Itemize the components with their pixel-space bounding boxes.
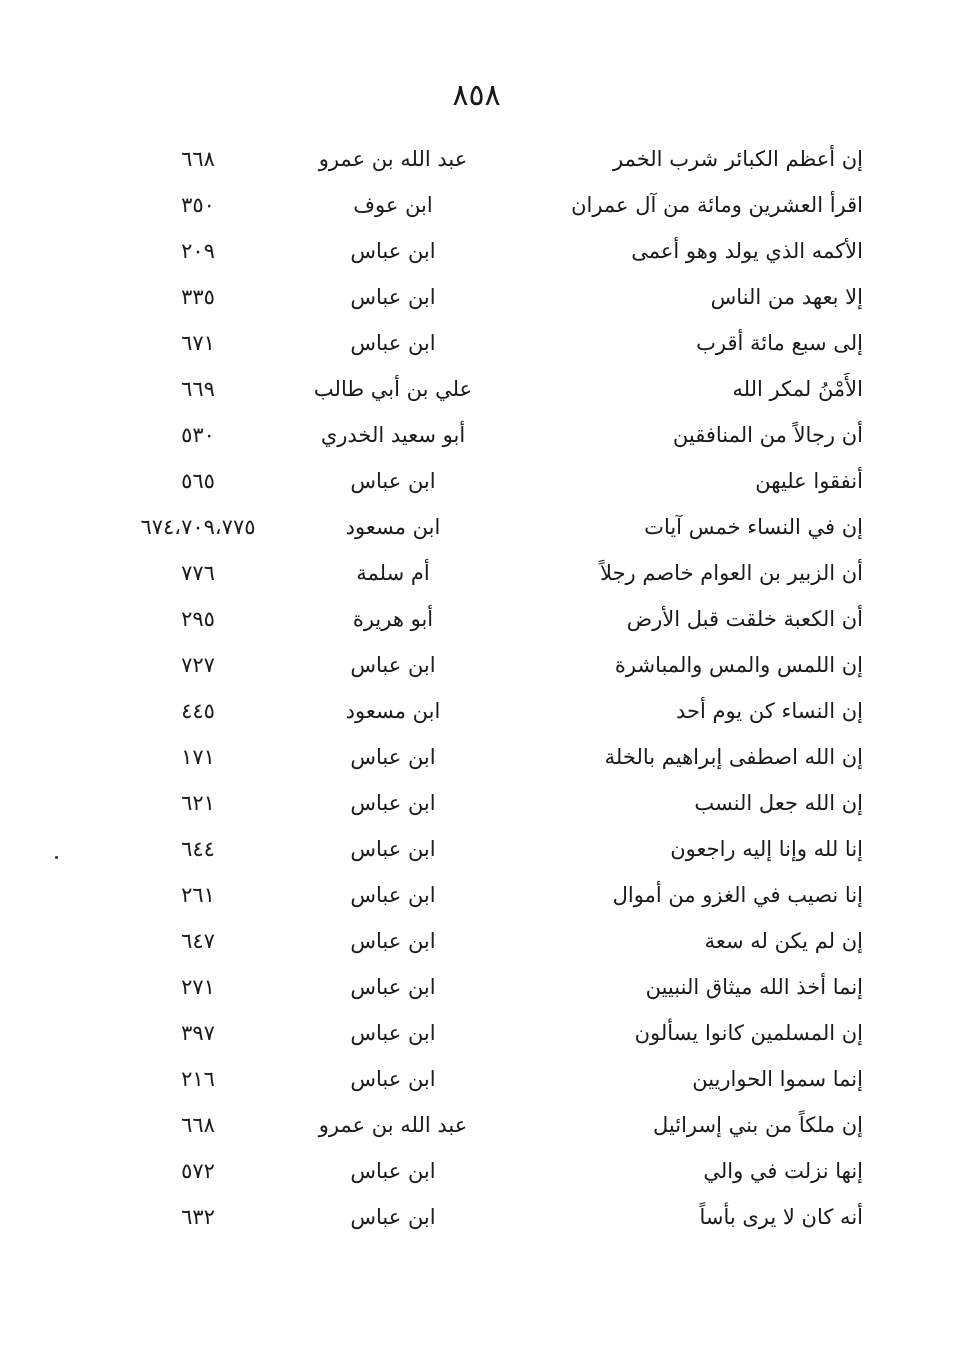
narrator: ابن مسعود [345, 699, 441, 723]
page-reference: ٦٦٨ [181, 147, 215, 171]
index-row [0, 642, 953, 688]
hadith-text: أن رجالاً من المنافقين [672, 423, 863, 447]
narrator: ابن عباس [350, 1159, 436, 1183]
index-row [0, 412, 953, 458]
narrator: علي بن أبي طالب [313, 377, 473, 401]
index-row [0, 872, 953, 918]
narrator: ابن عباس [350, 653, 436, 677]
narrator: ابن عباس [350, 331, 436, 355]
page-reference: ٦٢١ [181, 791, 215, 815]
narrator: ابن عوف [353, 193, 433, 217]
hadith-text: إن ملكاً من بني إسرائيل [652, 1113, 863, 1137]
index-row [0, 550, 953, 596]
index-row [0, 1056, 953, 1102]
narrator: ابن عباس [350, 883, 436, 907]
index-row [0, 826, 953, 872]
index-row [0, 366, 953, 412]
hadith-text: أن الكعبة خلقت قبل الأرض [626, 607, 863, 631]
index-row [0, 504, 953, 550]
page-reference: ٦٦٨ [181, 1113, 215, 1137]
index-row [0, 1194, 953, 1240]
index-row [0, 1148, 953, 1194]
hadith-index-table [0, 136, 953, 1240]
page-reference: ٦٦٩ [181, 377, 215, 401]
narrator: عبد الله بن عمرو [318, 1113, 468, 1137]
index-row [0, 228, 953, 274]
hadith-text: أنه كان لا يرى بأساً [699, 1205, 863, 1229]
hadith-text: إنما سموا الحواريين [692, 1067, 863, 1091]
hadith-text: إن أعظم الكبائر شرب الخمر [613, 147, 863, 171]
index-row [0, 320, 953, 366]
index-row [0, 1010, 953, 1056]
hadith-text: إلى سبع مائة أقرب [696, 331, 863, 355]
page-reference: ٢١٦ [181, 1067, 215, 1091]
hadith-text: إنها نزلت في والي [703, 1159, 863, 1183]
hadith-text: أنفقوا عليهن [755, 469, 863, 493]
index-row [0, 182, 953, 228]
narrator: ابن عباس [350, 285, 436, 309]
page-reference: ٧٧٦ [181, 561, 215, 585]
page-reference: ٣٥٠ [181, 193, 215, 217]
stray-mark [55, 856, 58, 859]
narrator: ابن عباس [350, 1021, 436, 1045]
index-row [0, 274, 953, 320]
page-reference: ٥٣٠ [181, 423, 215, 447]
index-row [0, 964, 953, 1010]
hadith-text: إن الله اصطفى إبراهيم بالخلة [604, 745, 863, 769]
narrator: أبو هريرة [352, 607, 434, 631]
hadith-text: أن الزبير بن العوام خاصم رجلاً [600, 561, 863, 585]
page-reference: ٦٣٢ [181, 1205, 215, 1229]
narrator: ابن عباس [350, 1067, 436, 1091]
page-reference: ٧٢٧ [181, 653, 215, 677]
hadith-text: إن لم يكن له سعة [704, 929, 863, 953]
page-reference: ٦٤٧ [181, 929, 215, 953]
narrator: ابن عباس [350, 929, 436, 953]
narrator: ابن مسعود [345, 515, 441, 539]
narrator: ابن عباس [350, 975, 436, 999]
page-reference: ٦٧١ [181, 331, 215, 355]
narrator: أم سلمة [356, 561, 430, 585]
page-reference: ٥٦٥ [181, 469, 215, 493]
narrator: ابن عباس [350, 469, 436, 493]
page-reference: ١٧١ [181, 745, 215, 769]
index-row [0, 1102, 953, 1148]
hadith-text: إن النساء كن يوم أحد [675, 699, 863, 723]
index-row [0, 780, 953, 826]
page-reference: ٥٧٢ [181, 1159, 215, 1183]
page-reference: ٣٣٥ [181, 285, 215, 309]
page-reference: ٣٩٧ [181, 1021, 215, 1045]
hadith-text: الأَمْنُ لمكر الله [732, 377, 863, 401]
index-row [0, 918, 953, 964]
page-reference: ٢٧١ [181, 975, 215, 999]
index-row [0, 458, 953, 504]
hadith-text: إنا نصيب في الغزو من أموال [612, 883, 863, 907]
hadith-text: إن اللمس والمس والمباشرة [614, 653, 863, 677]
page-reference: ٢٠٩ [181, 239, 215, 263]
narrator: ابن عباس [350, 1205, 436, 1229]
page-reference: ٦٤٤ [181, 837, 215, 861]
page-number: ٨٥٨ [452, 78, 501, 113]
index-row [0, 688, 953, 734]
narrator: ابن عباس [350, 791, 436, 815]
hadith-text: إلا بعهد من الناس [710, 285, 863, 309]
index-row [0, 136, 953, 182]
narrator: ابن عباس [350, 745, 436, 769]
page-reference: ٢٩٥ [181, 607, 215, 631]
narrator: أبو سعيد الخدري [320, 423, 466, 447]
narrator: ابن عباس [350, 837, 436, 861]
hadith-text: إن في النساء خمس آيات [644, 515, 863, 539]
narrator: عبد الله بن عمرو [318, 147, 468, 171]
page-reference: ٢٦١ [181, 883, 215, 907]
hadith-text: إن المسلمين كانوا يسألون [634, 1021, 863, 1045]
narrator: ابن عباس [350, 239, 436, 263]
hadith-text: إن الله جعل النسب [694, 791, 863, 815]
index-row [0, 596, 953, 642]
hadith-text: الأكمه الذي يولد وهو أعمى [631, 239, 863, 263]
hadith-text: اقرأ العشرين ومائة من آل عمران [571, 193, 863, 217]
hadith-text: إنما أخذ الله ميثاق النبيين [645, 975, 863, 999]
page-reference: ٦٧٤،٧٠٩،٧٧٥ [140, 515, 256, 539]
hadith-text: إنا لله وإنا إليه راجعون [670, 837, 863, 861]
page-reference: ٤٤٥ [181, 699, 215, 723]
index-row [0, 734, 953, 780]
